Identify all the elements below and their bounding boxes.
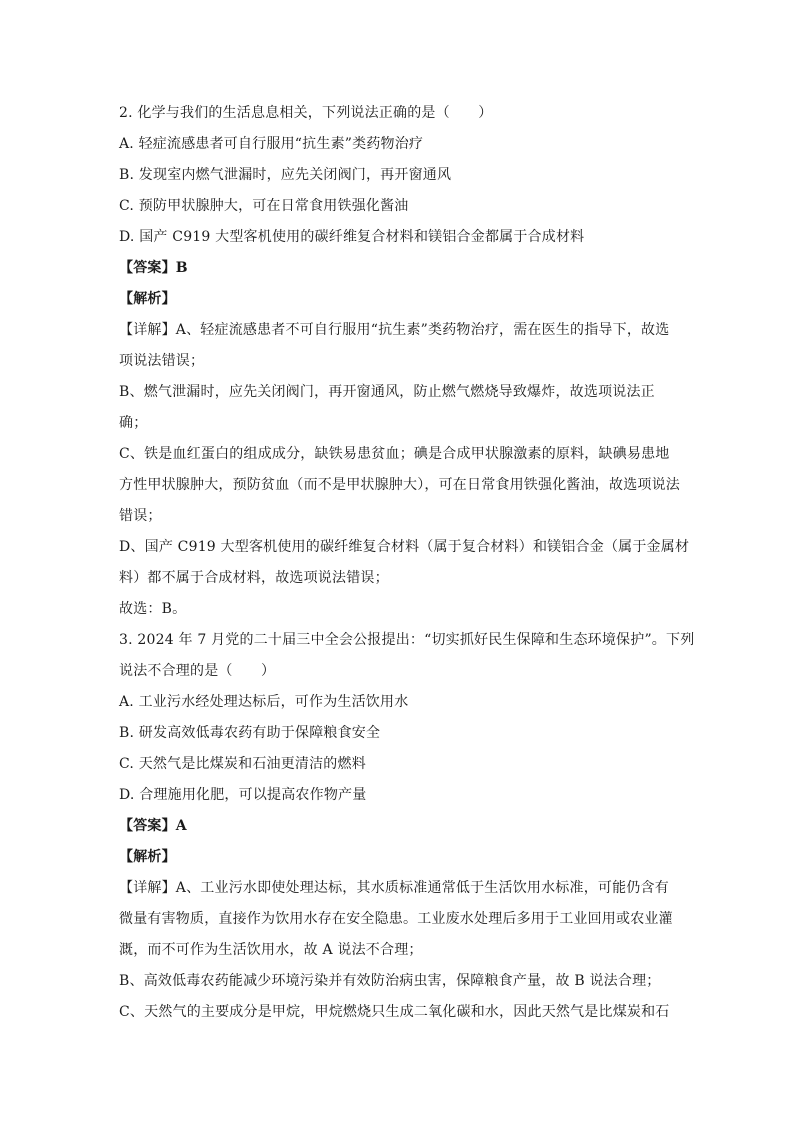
text-line: C、铁是血红蛋白的组成成分，缺铁易患贫血；碘是合成甲状腺激素的原料，缺碘易患地 <box>119 446 670 462</box>
text-line: 故选：B。 <box>119 601 187 617</box>
text-line: 2. 化学与我们的生活息息相关，下列说法正确的是（ ） <box>119 105 493 121</box>
text-line: 【详解】A、工业污水即使处理达标，其水质标准通常低于生活饮用水标准，可能仍含有 <box>119 880 669 896</box>
text-line: A. 轻症流感患者可自行服用“抗生素”类药物治疗 <box>119 136 424 152</box>
text-line: C. 预防甲状腺肿大，可在日常食用铁强化酱油 <box>119 198 409 214</box>
text-line: 错误； <box>119 508 162 524</box>
text-line: 项说法错误； <box>119 353 205 369</box>
text-line: 【解析】 <box>119 291 176 307</box>
text-line: D、国产 C919 大型客机使用的碳纤维复合材料（属于复合材料）和镁铝合金（属于金属材 <box>119 539 690 555</box>
text-line: D. 国产 C919 大型客机使用的碳纤维复合材料和镁铝合金都属于合成材料 <box>119 229 585 245</box>
text-line: 【答案】B <box>119 260 188 276</box>
text-line: B、高效低毒农药能减少环境污染并有效防治病虫害，保障粮食产量，故 B 说法合理； <box>119 973 661 989</box>
text-line: 3. 2024 年 7 月党的二十届三中全会公报提出：“切实抓好民生保障和生态环境保护”。下列 <box>119 632 695 648</box>
text-line: 【详解】A、轻症流感患者不可自行服用“抗生素”类药物治疗，需在医生的指导下，故选 <box>119 322 670 338</box>
text-line: 【答案】A <box>119 818 187 834</box>
text-line: A. 工业污水经处理达标后，可作为生活饮用水 <box>119 694 409 710</box>
text-line: 方性甲状腺肿大，预防贫血（而不是甲状腺肿大），可在日常食用铁强化酱油，故选项说法 <box>119 477 680 493</box>
text-line: D. 合理施用化肥，可以提高农作物产量 <box>119 787 367 803</box>
text-line: 确； <box>119 415 148 431</box>
document-page <box>119 98 695 1028</box>
text-line: B. 发现室内燃气泄漏时，应先关闭阀门，再开窗通风 <box>119 167 452 183</box>
text-line: B. 研发高效低毒农药有助于保障粮食安全 <box>119 725 381 741</box>
text-line: C. 天然气是比煤炭和石油更清洁的燃料 <box>119 756 366 772</box>
text-line: C、天然气的主要成分是甲烷，甲烷燃烧只生成二氧化碳和水，因此天然气是比煤炭和石 <box>119 1004 670 1020</box>
text-line: 微量有害物质，直接作为饮用水存在安全隐患。工业废水处理后多用于工业回用或农业灌 <box>119 911 673 927</box>
text-line: 说法不合理的是（ ） <box>119 663 276 679</box>
text-line: 溉，而不可作为生活饮用水，故 A 说法不合理； <box>119 942 423 958</box>
text-line: 【解析】 <box>119 849 176 865</box>
text-line: 料）都不属于合成材料，故选项说法错误； <box>119 570 389 586</box>
text-line: B、燃气泄漏时，应先关闭阀门，再开窗通风，防止燃气燃烧导致爆炸，故选项说法正 <box>119 384 655 400</box>
